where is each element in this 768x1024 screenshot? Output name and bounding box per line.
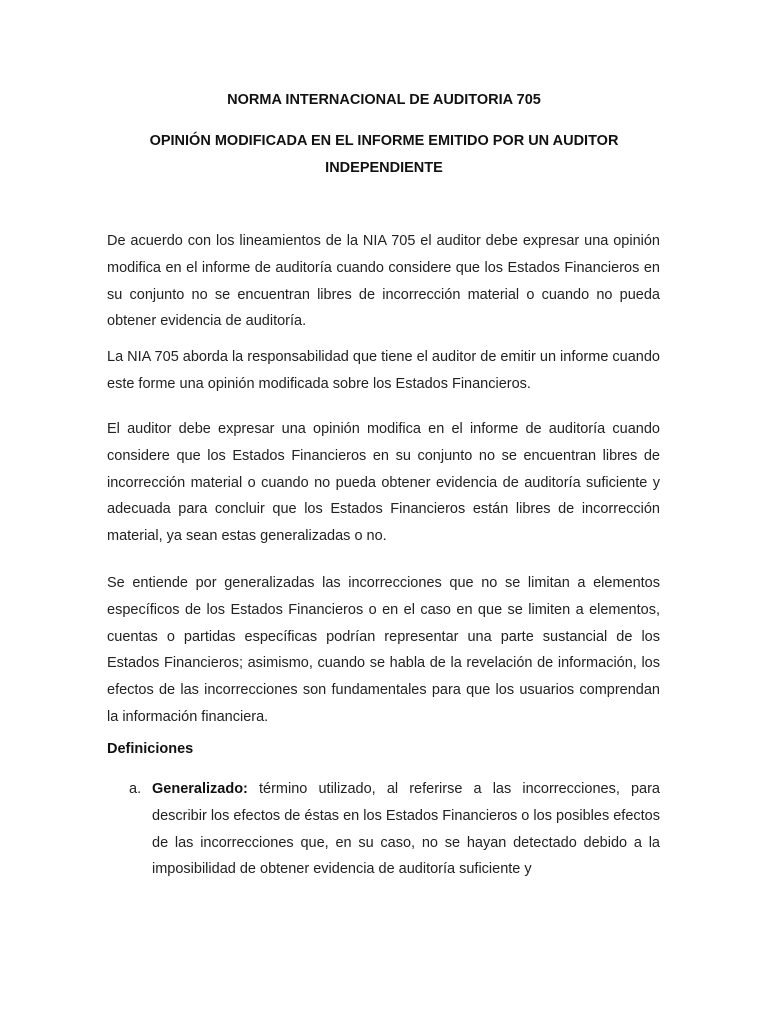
paragraph-3: El auditor debe expresar una opinión modifica en el informe de auditoría cuando considere que los Estados Financieros en su conjunto no se encuentran libres de incorrección material o cuando no pueda obtener evidencia de auditoría suficiente y adecuada para concluir que los Estados Financieros están libres de incorrección material, ya sean estas generalizadas o no. — [107, 421, 660, 545]
paragraph-4: Se entiende por generalizadas las incorrecciones que no se limitan a elementos específicos de los Estados Financieros o en el caso en que se limiten a elementos, cuentas o partidas específicas podrían representar una parte sustancial de los Estados Financieros; asimismo, cuando se habla de la revelación de información, los efectos de las incorrecciones son fundamentales para que los usuarios comprendan la información financiera. — [107, 575, 660, 725]
list-marker: a. — [129, 781, 142, 797]
definition-text — [152, 776, 660, 883]
definition-body: término utilizado, al referirse a las incorrecciones, para describir los efectos de éstas en los Estados Financieros o los posibles efectos de las incorrecciones que, en su caso, no se hayan detectado debido a la imposibilidad de obtener evidencia de auditoría suficiente y — [152, 781, 660, 878]
paragraph-1: De acuerdo con los lineamientos de la NIA 705 el auditor debe expresar una opinión modifica en el informe de auditoría cuando considere que los Estados Financieros en su conjunto no se encuentran libres de incorrección material o cuando no pueda obtener evidencia de auditoría. — [107, 233, 660, 330]
paragraph-2: La NIA 705 aborda la responsabilidad que tiene el auditor de emitir un informe cuando este forme una opinión modificada sobre los Estados Financieros. — [107, 349, 660, 392]
definitions-heading: Definiciones — [107, 741, 194, 757]
document-title: NORMA INTERNACIONAL DE AUDITORIA 705 — [227, 92, 541, 108]
definition-term: Generalizado: — [152, 781, 248, 797]
document-subtitle: OPINIÓN MODIFICADA EN EL INFORME EMITIDO POR UN AUDITOR INDEPENDIENTE — [149, 133, 619, 176]
